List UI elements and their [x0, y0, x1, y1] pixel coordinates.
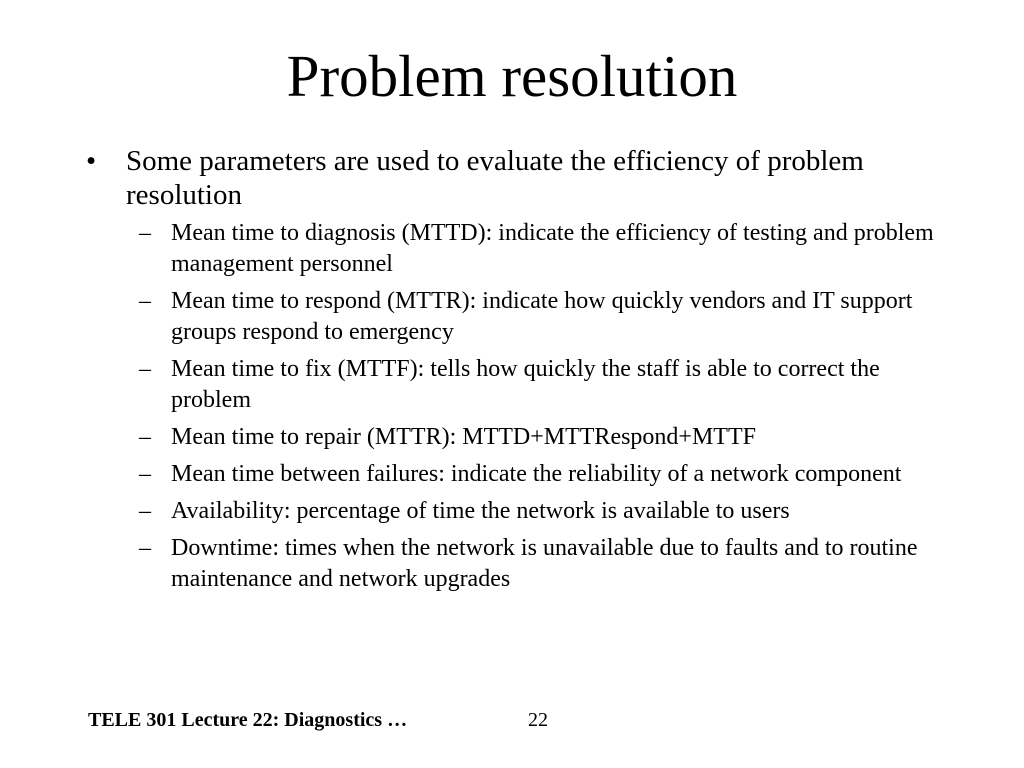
sub-item-text: Mean time to fix (MTTF): tells how quickly the staff is able to correct the problem [171, 356, 880, 413]
bullet-item [0, 144, 1024, 212]
sub-item-text: Mean time between failures: indicate the reliability of a network component [171, 461, 902, 487]
slide-title: Problem resolution [286, 43, 738, 109]
sub-list [0, 218, 1024, 595]
sub-list-wrapper [0, 218, 1024, 595]
sub-item-text: Mean time to repair (MTTR): MTTD+MTTRespond+MTTF [171, 424, 756, 450]
sub-item-text: Availability: percentage of time the network is available to users [171, 498, 790, 524]
dash-marker: – [139, 498, 151, 524]
page-number: 22 [528, 709, 548, 731]
slide-content [0, 144, 1024, 601]
sub-item-mttr-repair [0, 422, 1024, 453]
bullet-marker: • [86, 145, 97, 177]
sub-item-text: Mean time to respond (MTTR): indicate how quickly vendors and IT support groups respond to emergency [171, 288, 913, 345]
dash-marker: – [139, 220, 151, 246]
sub-item-mttr-respond [0, 286, 1024, 348]
dash-marker: – [139, 461, 151, 487]
sub-item-mttf [0, 354, 1024, 416]
bullet-text: Some parameters are used to evaluate the efficiency of problem resolution [126, 145, 864, 211]
dash-marker: – [139, 535, 151, 561]
sub-item-text: Downtime: times when the network is unavailable due to faults and to routine maintenance and network upgrades [171, 535, 918, 592]
dash-marker: – [139, 356, 151, 382]
sub-item-mttd [0, 218, 1024, 280]
slide-footer: TELE 301 Lecture 22: Diagnostics … [88, 709, 408, 731]
sub-item-availability [0, 496, 1024, 527]
sub-item-downtime [0, 533, 1024, 595]
sub-item-text: Mean time to diagnosis (MTTD): indicate the efficiency of testing and problem management personnel [171, 220, 934, 277]
sub-item-mtbf [0, 459, 1024, 490]
dash-marker: – [139, 424, 151, 450]
dash-marker: – [139, 288, 151, 314]
